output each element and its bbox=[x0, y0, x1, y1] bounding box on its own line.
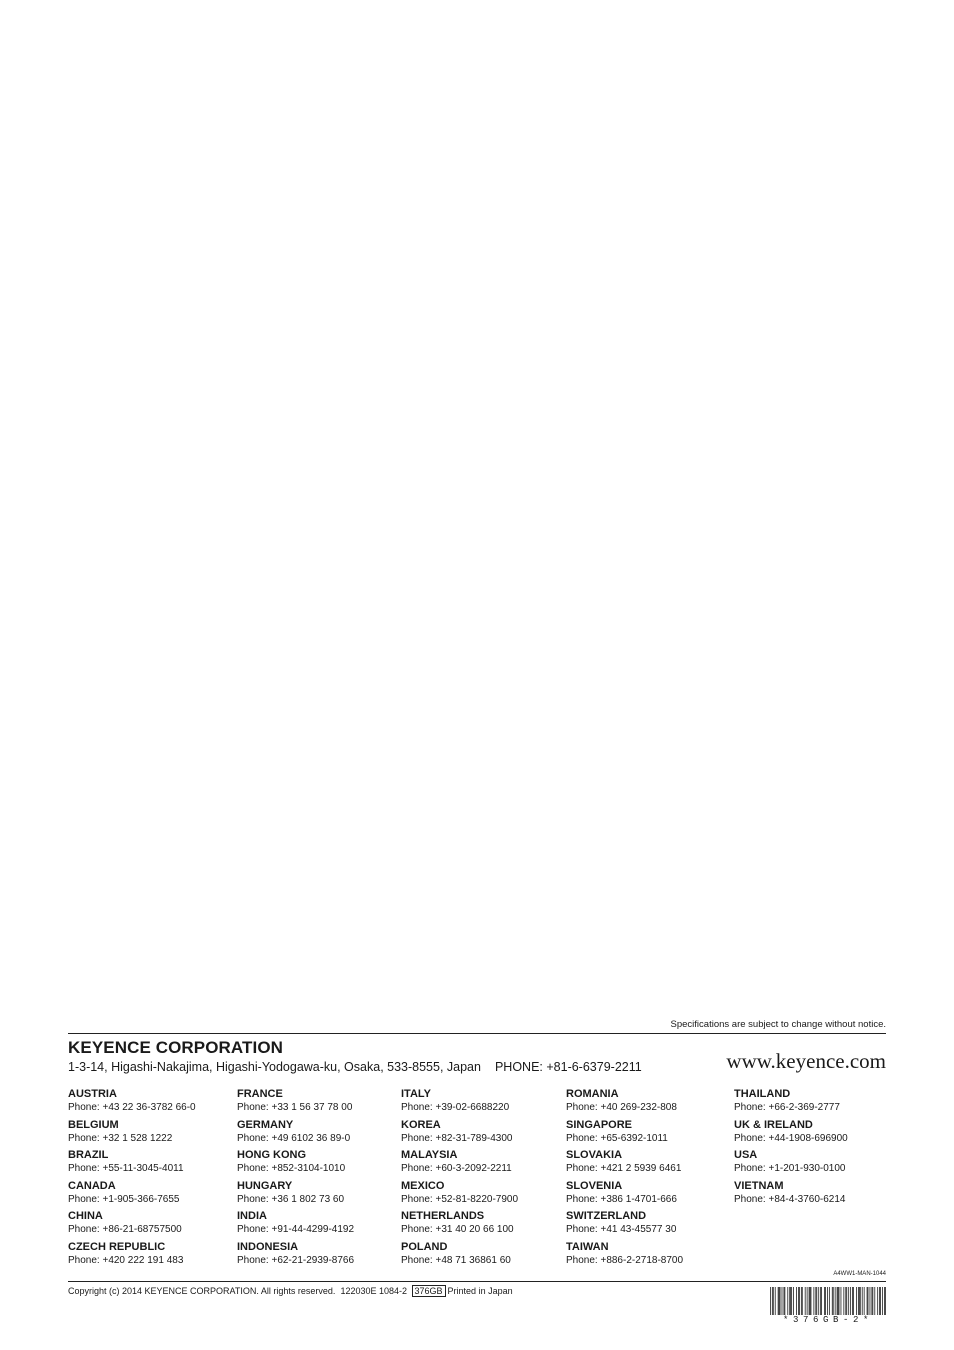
barcode-bar bbox=[818, 1287, 819, 1315]
office-country: NETHERLANDS bbox=[401, 1210, 485, 1223]
bottom-rule bbox=[68, 1281, 886, 1282]
office-country: UK & IRELAND bbox=[734, 1118, 813, 1131]
office-entry bbox=[401, 1209, 518, 1240]
barcode-bar bbox=[815, 1287, 816, 1315]
office-phone: Phone: +82-31-789-4300 bbox=[401, 1132, 513, 1144]
office-country: TAIWAN bbox=[566, 1240, 609, 1253]
barcode-bar bbox=[838, 1287, 839, 1315]
copyright-ref: 122030E 1084-2 bbox=[340, 1286, 407, 1296]
office-entry bbox=[401, 1179, 518, 1210]
office-phone: Phone: +48 71 36861 60 bbox=[401, 1254, 511, 1266]
barcode-bar bbox=[867, 1287, 868, 1315]
barcode-bar bbox=[835, 1287, 836, 1315]
office-entry bbox=[237, 1209, 354, 1240]
barcode-bar bbox=[839, 1287, 840, 1315]
barcode-bar bbox=[827, 1287, 828, 1315]
barcode-bar bbox=[885, 1287, 886, 1315]
barcode-bar bbox=[824, 1287, 825, 1315]
barcode-bar bbox=[859, 1287, 860, 1315]
website-url[interactable]: www.keyence.com bbox=[726, 1049, 886, 1073]
office-country: BRAZIL bbox=[68, 1149, 109, 1162]
office-entry bbox=[566, 1209, 683, 1240]
barcode-bar bbox=[801, 1287, 802, 1315]
barcode-bar bbox=[880, 1287, 881, 1315]
barcode-bar bbox=[810, 1287, 811, 1315]
office-entry bbox=[734, 1148, 848, 1179]
office-entry bbox=[566, 1148, 683, 1179]
barcode-text: *376GB-2* bbox=[782, 1315, 873, 1325]
office-phone: Phone: +52-81-8220-7900 bbox=[401, 1193, 519, 1205]
barcode-bar bbox=[832, 1287, 833, 1315]
office-phone: Phone: +84-4-3760-6214 bbox=[734, 1193, 846, 1205]
barcode-bar bbox=[775, 1287, 776, 1315]
office-country: FRANCE bbox=[237, 1088, 283, 1100]
office-country: ITALY bbox=[401, 1088, 431, 1100]
barcode-bar bbox=[845, 1287, 846, 1315]
office-country: MEXICO bbox=[401, 1179, 445, 1192]
office-entry bbox=[401, 1240, 518, 1271]
barcode-bar bbox=[811, 1287, 812, 1315]
office-country: INDIA bbox=[237, 1210, 267, 1223]
barcode-bar bbox=[862, 1287, 863, 1315]
office-column bbox=[566, 1087, 683, 1271]
office-phone: Phone: +421 2 5939 6461 bbox=[566, 1163, 682, 1175]
barcode-bar bbox=[785, 1287, 786, 1315]
document-code: A4WW1-MAN-1044 bbox=[833, 1271, 886, 1277]
office-country: CANADA bbox=[68, 1179, 116, 1192]
office-country: CZECH REPUBLIC bbox=[68, 1240, 166, 1253]
office-country: BELGIUM bbox=[68, 1118, 119, 1131]
office-entry bbox=[68, 1087, 196, 1118]
office-country: THAILAND bbox=[734, 1088, 791, 1100]
office-phone: Phone: +55-11-3045-4011 bbox=[68, 1163, 184, 1175]
barcode-bar bbox=[820, 1287, 821, 1315]
office-entry bbox=[68, 1148, 196, 1179]
company-name: KEYENCE CORPORATION bbox=[68, 1038, 284, 1057]
company-address: 1-3-14, Higashi-Nakajima, Higashi-Yodogawa-ku, Osaka, 533-8555, Japan bbox=[68, 1060, 481, 1074]
office-phone: Phone: +41 43-45577 30 bbox=[566, 1224, 677, 1236]
office-entry bbox=[237, 1179, 354, 1210]
office-entry bbox=[237, 1148, 354, 1179]
office-entry bbox=[237, 1118, 354, 1149]
barcode-bar bbox=[791, 1287, 792, 1315]
office-entry bbox=[68, 1179, 196, 1210]
office-phone: Phone: +1-201-930-0100 bbox=[734, 1163, 846, 1175]
barcode-bar bbox=[879, 1287, 880, 1315]
office-column bbox=[237, 1087, 354, 1271]
office-phone: Phone: +1-905-366-7655 bbox=[68, 1193, 180, 1205]
barcode-bar bbox=[872, 1287, 873, 1315]
office-country: SINGAPORE bbox=[566, 1118, 633, 1131]
office-phone: Phone: +39-02-6688220 bbox=[401, 1102, 510, 1113]
office-phone: Phone: +43 22 36-3782 66-0 bbox=[68, 1102, 196, 1113]
spec-notice: Specifications are subject to change without notice. bbox=[670, 1019, 886, 1030]
barcode-bar bbox=[852, 1287, 853, 1315]
office-entry bbox=[237, 1087, 354, 1118]
barcode-bar bbox=[793, 1287, 794, 1315]
barcode-bar bbox=[829, 1287, 830, 1315]
office-entry bbox=[68, 1240, 196, 1271]
office-phone: Phone: +40 269-232-808 bbox=[566, 1102, 677, 1113]
office-entry bbox=[68, 1118, 196, 1149]
office-phone: Phone: +852-3104-1010 bbox=[237, 1163, 346, 1175]
barcode-bar bbox=[870, 1287, 871, 1315]
office-country: HONG KONG bbox=[237, 1149, 307, 1162]
barcode-bar bbox=[773, 1287, 774, 1315]
office-entry bbox=[401, 1087, 518, 1118]
barcode-bar bbox=[814, 1287, 815, 1315]
barcode-bar bbox=[872, 1287, 873, 1315]
barcode-bar bbox=[809, 1287, 810, 1315]
office-entry bbox=[68, 1209, 196, 1240]
office-country: CHINA bbox=[68, 1210, 103, 1223]
office-phone: Phone: +36 1 802 73 60 bbox=[237, 1193, 345, 1205]
barcode bbox=[770, 1287, 886, 1315]
office-entry bbox=[566, 1179, 683, 1210]
barcode-bar bbox=[841, 1287, 842, 1315]
office-entry bbox=[734, 1118, 848, 1149]
barcode-bar bbox=[787, 1287, 788, 1315]
barcode-bar bbox=[853, 1287, 854, 1315]
barcode-bar bbox=[884, 1287, 885, 1315]
office-entry bbox=[734, 1087, 848, 1118]
office-country: SWITZERLAND bbox=[566, 1210, 647, 1223]
office-phone: Phone: +66-2-369-2777 bbox=[734, 1102, 840, 1113]
barcode-bar bbox=[864, 1287, 865, 1315]
office-country: ROMANIA bbox=[566, 1088, 619, 1100]
barcode-bar bbox=[858, 1287, 859, 1315]
barcode-bar bbox=[848, 1287, 849, 1315]
office-column bbox=[401, 1087, 518, 1271]
printed-in: Printed in Japan bbox=[447, 1286, 513, 1296]
office-phone: Phone: +33 1 56 37 78 00 bbox=[237, 1102, 353, 1113]
company-address-line bbox=[68, 1060, 642, 1074]
barcode-bar bbox=[877, 1287, 878, 1315]
office-column bbox=[734, 1087, 848, 1209]
barcode-bar bbox=[790, 1287, 791, 1315]
barcode-bar bbox=[772, 1287, 773, 1315]
barcode-bar bbox=[868, 1287, 869, 1315]
office-entry bbox=[734, 1179, 848, 1210]
office-phone: Phone: +32 1 528 1222 bbox=[68, 1132, 173, 1144]
barcode-bar bbox=[846, 1287, 847, 1315]
office-phone: Phone: +49 6102 36 89-0 bbox=[237, 1132, 351, 1144]
office-phone: Phone: +65-6392-1011 bbox=[566, 1132, 668, 1144]
barcode-bar bbox=[789, 1287, 790, 1315]
barcode-bar bbox=[807, 1287, 808, 1315]
barcode-bar bbox=[882, 1287, 883, 1315]
office-phone: Phone: +44-1908-696900 bbox=[734, 1132, 848, 1144]
barcode-bar bbox=[780, 1287, 781, 1315]
barcode-bar bbox=[816, 1287, 817, 1315]
barcode-bar bbox=[782, 1287, 783, 1315]
office-entry bbox=[401, 1118, 518, 1149]
barcode-bar bbox=[778, 1287, 779, 1315]
barcode-bar bbox=[779, 1287, 780, 1315]
office-phone: Phone: +886-2-2718-8700 bbox=[566, 1254, 684, 1266]
office-entry bbox=[566, 1087, 683, 1118]
office-country: GERMANY bbox=[237, 1118, 294, 1131]
office-phone: Phone: +60-3-2092-2211 bbox=[401, 1163, 512, 1175]
copyright-line bbox=[68, 1286, 513, 1296]
office-country: MALAYSIA bbox=[401, 1149, 458, 1162]
barcode-bar bbox=[799, 1287, 800, 1315]
top-rule bbox=[68, 1033, 886, 1034]
barcode-bar bbox=[843, 1287, 844, 1315]
office-entry bbox=[566, 1118, 683, 1149]
barcode-bar bbox=[874, 1287, 875, 1315]
office-phone: Phone: +91-44-4299-4192 bbox=[237, 1224, 355, 1236]
office-country: HUNGARY bbox=[237, 1179, 293, 1192]
barcode-bar bbox=[837, 1287, 838, 1315]
office-phone: Phone: +386 1-4701-666 bbox=[566, 1193, 677, 1205]
office-phone: Phone: +62-21-2939-8766 bbox=[237, 1254, 355, 1266]
barcode-bar bbox=[796, 1287, 797, 1315]
office-country: SLOVAKIA bbox=[566, 1149, 623, 1162]
barcode-bar bbox=[821, 1287, 822, 1315]
office-phone: Phone: +86-21-68757500 bbox=[68, 1224, 182, 1236]
barcode-bar bbox=[860, 1287, 861, 1315]
office-entry bbox=[566, 1240, 683, 1271]
office-entry bbox=[237, 1240, 354, 1271]
office-phone: Phone: +420 222 191 483 bbox=[68, 1254, 184, 1266]
barcode-bar bbox=[825, 1287, 826, 1315]
barcode-bar bbox=[850, 1287, 851, 1315]
barcode-bar bbox=[805, 1287, 806, 1315]
office-country: POLAND bbox=[401, 1240, 448, 1253]
barcode-bar bbox=[802, 1287, 803, 1315]
barcode-bar bbox=[798, 1287, 799, 1315]
office-country: INDONESIA bbox=[237, 1240, 299, 1253]
copyright-text: Copyright (c) 2014 KEYENCE CORPORATION. All rights reserved. bbox=[68, 1286, 336, 1296]
office-phone: Phone: +31 40 20 66 100 bbox=[401, 1224, 514, 1236]
office-entry bbox=[401, 1148, 518, 1179]
office-country: SLOVENIA bbox=[566, 1179, 623, 1192]
copyright-boxed-code: 376GB bbox=[412, 1285, 446, 1297]
barcode-bar bbox=[770, 1287, 771, 1315]
office-country: KOREA bbox=[401, 1118, 441, 1131]
company-phone: PHONE: +81-6-6379-2211 bbox=[494, 1060, 642, 1074]
office-country: AUSTRIA bbox=[68, 1088, 117, 1100]
barcode-bar bbox=[833, 1287, 834, 1315]
office-country: USA bbox=[734, 1149, 758, 1162]
office-country: VIETNAM bbox=[734, 1179, 784, 1192]
barcode-bar bbox=[784, 1287, 785, 1315]
barcode-bar bbox=[856, 1287, 857, 1315]
office-column bbox=[68, 1087, 196, 1271]
